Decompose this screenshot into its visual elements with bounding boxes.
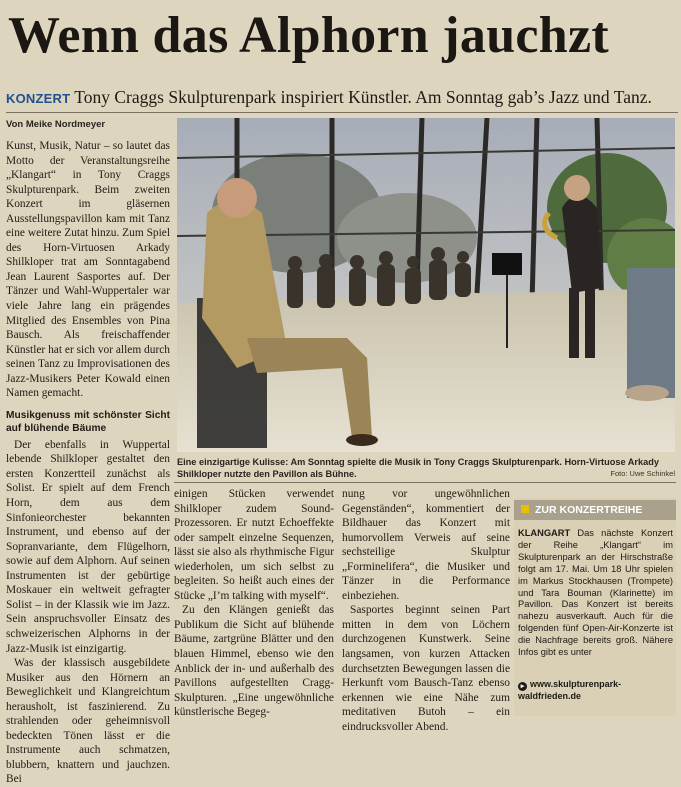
link-arrow-icon: ▸: [518, 682, 527, 691]
photo-credit: Foto: Uwe Schinkel: [610, 469, 675, 478]
paragraph: Der ebenfalls in Wuppertal lebende Shilkloper gestaltet den ersten Konzertteil zunächst als Solist. Er spielt auf dem French Horn, dem aus dem Sinfonieorchester bekannten Instrument, und ebenso auf der Sopranvariante, dem Flügelhorn, sowie auf dem Alphorn. Auf seinen Instrumenten ist der gebürtige Moskauer ein weltweit gefragter Solist – in der Klassik wie im Jazz. Sein anspruchsvoller Einsatz des schweizerischen Alphorns in der Jazz-Musik ist einzigartig.: [6, 438, 170, 655]
info-box-header: [514, 500, 676, 520]
kicker-label: KONZERT: [6, 91, 71, 106]
subtitle: Tony Craggs Skulpturenpark inspiriert Künstler. Am Sonntag gab’s Jazz und Tanz.: [74, 87, 652, 107]
byline: Von Meike Nordmeyer: [6, 119, 106, 130]
square-marker-icon: [521, 505, 529, 513]
paragraph: Zu den Klängen genießt das Publikum die Sicht auf blühende Bäume, zartgrüne Blätter und den blauen Himmel, ebenso wie den Anblick der in- und außerhalb des Pavillons aufgestellten Cragg-Skulpturen. „Eine ungewöhnliche künstlerische Begeg-: [174, 604, 334, 719]
subheading: Musikgenuss mit schönster Sicht auf blühende Bäume: [6, 409, 170, 434]
headline: Wenn das Alphorn jauchzt: [8, 7, 610, 64]
photo-caption: Eine einzigartige Kulisse: Am Sonntag spielte die Musik in Tony Craggs Skulpturenpark. Horn-Virtuose Arkady Shilkloper nutzte den Pavillon als Bühne.: [177, 457, 659, 479]
subtitle-line: [6, 86, 678, 110]
info-box-text: [518, 528, 673, 659]
concert-photo: [177, 118, 675, 452]
paragraph: Kunst, Musik, Natur – so lautet das Motto der Veranstaltungsreihe „Klangart“ in Tony Craggs Skulpturenpark. Beim zweiten Konzert im gläsernen Ausstellungspavillon kam mit Tanz eine weitere Zutat hinzu. Zum Spiel des Horn-Virtuosen Arkady Shilkloper trat am Sonntagabend Jean Laurent Sasportes auf. Der Tänzer und Wahl-Wuppertaler war viele Jahre lang ein prägendes Mitglied des Ensembles von Pina Bausch. Als freischaffender Künstler hat er sich vor allem durch seinen Tanz zu Improvisationen des Jazz-Musikers Peter Kowald einen Namen gemacht.: [6, 140, 170, 400]
article-column-2: [174, 487, 334, 720]
paragraph: Was der klassisch ausgebildete Musiker aus den Hörnern an Beweglichkeit und Klangreichtum herausholt, ist faszinierend. Zu strahlenden oder geheimnisvoll bedeckten Tönen lässt er die Instrumente auch schmatzen, blubbern, knattern und jauchzen. Bei: [6, 657, 170, 786]
top-rule: [6, 112, 678, 113]
photo-illustration: [177, 118, 675, 452]
article-column-3: [342, 487, 510, 734]
info-box-url[interactable]: www.skulpturenpark-waldfrieden.de: [518, 679, 622, 701]
article-column-1: [6, 139, 170, 787]
info-box-title: ZUR KONZERTREIHE: [535, 504, 643, 516]
info-box-body: Das nächste Konzert der Reihe „Klangart“ im Skulpturenpark an der Hirschstraße folgt am 17. Mai. Um 18 Uhr spielen im Markus Stockhausen (Trompete) und Tara Bouman (Klarinette) im Pavillon. Das Konzert ist bereits nahezu ausverkauft. Auch für die folgenden fünf Open-Air-Konzerte ist die Nachfrage bereits groß. Nähere Infos gibt es unter: [518, 528, 673, 658]
paragraph: Sasportes beginnt seinen Part mitten in dem von Löchern durchzogenen Kunstwerk. Seine langsamen, von kurzen Attacken durchsetzten Bewegungen lassen die Herkunft vom Bausch-Tanz ebenso erkennen wie eine Nähe zum meditativen Butoh – ein eindrucksvoller Abend.: [342, 604, 510, 733]
paragraph: nung vor ungewöhnlichen Gegenständen“, kommentiert der Bildhauer das Konzert mit humorvollem Verweis auf seine sechsteilige Skulptur „Forminelifera“, die Musiker und Tänzer in die Performance einbeziehen.: [342, 488, 510, 602]
paragraph: einigen Stücken verwendet Shilkloper zudem Sound-Prozessoren. Er nutzt Echoeffekte oder sampelt einzelne Sequenzen, lässt sie also als rhythmische Figur wiederholen, um sich selbst zu begleiten. So heißt auch eines der Stücke „I’m talking with myself“.: [174, 488, 334, 602]
info-box-lead: KLANGART: [518, 528, 571, 538]
info-box-link[interactable]: [518, 679, 673, 702]
caption-rule: [174, 482, 676, 483]
